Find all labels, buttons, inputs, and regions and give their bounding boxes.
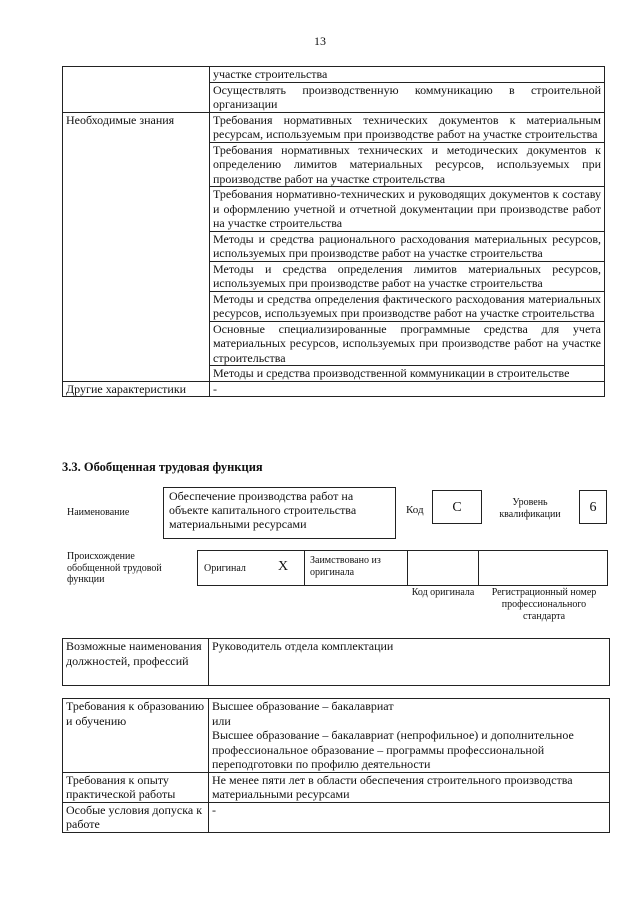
- original-mark: X: [278, 559, 289, 574]
- function-name-box: Обеспечение производства работ на объекте капитального строительства материальными ресурсами: [163, 487, 396, 539]
- table-row: [63, 67, 605, 83]
- row-label: Особые условия допуска к работе: [63, 802, 209, 832]
- table-row: [63, 639, 610, 686]
- knowledge-table: [62, 66, 605, 397]
- table-row: [63, 699, 610, 773]
- table-cell: -: [210, 381, 605, 397]
- table-cell: Методы и средства определения лимитов материальных ресурсов, используемых при производстве работ на участке строительства: [210, 261, 605, 291]
- divider: [478, 551, 479, 585]
- table-cell: Руководитель отдела комплектации: [209, 639, 610, 686]
- original-label: Оригинал: [204, 563, 246, 574]
- table-cell: Требования нормативных технических и методических документов к определению лимитов материальных ресурсов, используемых при производстве работ на участке строительства: [210, 142, 605, 187]
- table-row: [63, 112, 605, 142]
- page-number: 13: [314, 34, 326, 48]
- level-label: Уровень квалификации: [499, 497, 561, 520]
- divider: [407, 551, 408, 585]
- table-cell: Осуществлять производственную коммуникацию в строительной организации: [210, 82, 605, 112]
- origin-box: [197, 550, 608, 586]
- registration-caption: Регистрационный номер профессионального стандарта: [491, 587, 597, 622]
- text-line: Высшее образование – бакалавриат (непрофильное) и дополнительное профессиональное образование – программы профессиональной переподготовки по профилю деятельности: [212, 728, 574, 771]
- table-cell: Методы и средства рационального расходования материальных ресурсов, используемых при производстве работ на участке строительства: [210, 231, 605, 261]
- level-value-box: 6: [579, 490, 607, 524]
- table-cell: -: [209, 802, 610, 832]
- table-cell: Требования нормативно-технических и руководящих документов к составу и оформлению учетной и отчетной документации при производстве работ на участке строительства: [210, 187, 605, 232]
- row-label: Требования к опыту практической работы: [63, 772, 209, 802]
- table-row: [63, 381, 605, 397]
- origin-label: Происхождение обобщенной трудовой функции: [67, 551, 162, 585]
- code-label: Код: [406, 504, 424, 516]
- divider: [304, 551, 305, 585]
- borrowed-label: Заимствовано из оригинала: [310, 555, 381, 578]
- name-label: Наименование: [67, 507, 130, 518]
- row-label: Необходимые знания: [63, 112, 210, 381]
- code-original-caption: Код оригинала: [411, 587, 475, 598]
- table-cell: Требования нормативных технических документов к материальным ресурсам, используемым при производстве работ на участке строительства: [210, 112, 605, 142]
- row-label: Возможные наименования должностей, профессий: [63, 639, 209, 686]
- table-cell: [209, 699, 610, 773]
- table-cell: Методы и средства производственной коммуникации в строительстве: [210, 366, 605, 382]
- requirements-table: [62, 698, 610, 833]
- row-label: Другие характеристики: [63, 381, 210, 397]
- table-cell: участке строительства: [210, 67, 605, 83]
- table-cell: Методы и средства определения фактического расходования материальных ресурсов, используемых при производстве работ на участке строительства: [210, 291, 605, 321]
- code-value-box: С: [432, 490, 482, 524]
- table-row: [63, 802, 610, 832]
- row-label: [63, 67, 210, 113]
- table-row: [63, 772, 610, 802]
- section-title: 3.3. Обобщенная трудовая функция: [62, 460, 263, 474]
- row-label: Требования к образованию и обучению: [63, 699, 209, 773]
- positions-table: [62, 638, 610, 686]
- table-cell: Не менее пяти лет в области обеспечения строительного производства материальными ресурсами: [209, 772, 610, 802]
- text-line: Высшее образование – бакалавриат: [212, 699, 394, 713]
- table-cell: Основные специализированные программные средства для учета материальных ресурсов, используемых при производстве работ на участке строительства: [210, 321, 605, 366]
- text-line: или: [212, 713, 231, 728]
